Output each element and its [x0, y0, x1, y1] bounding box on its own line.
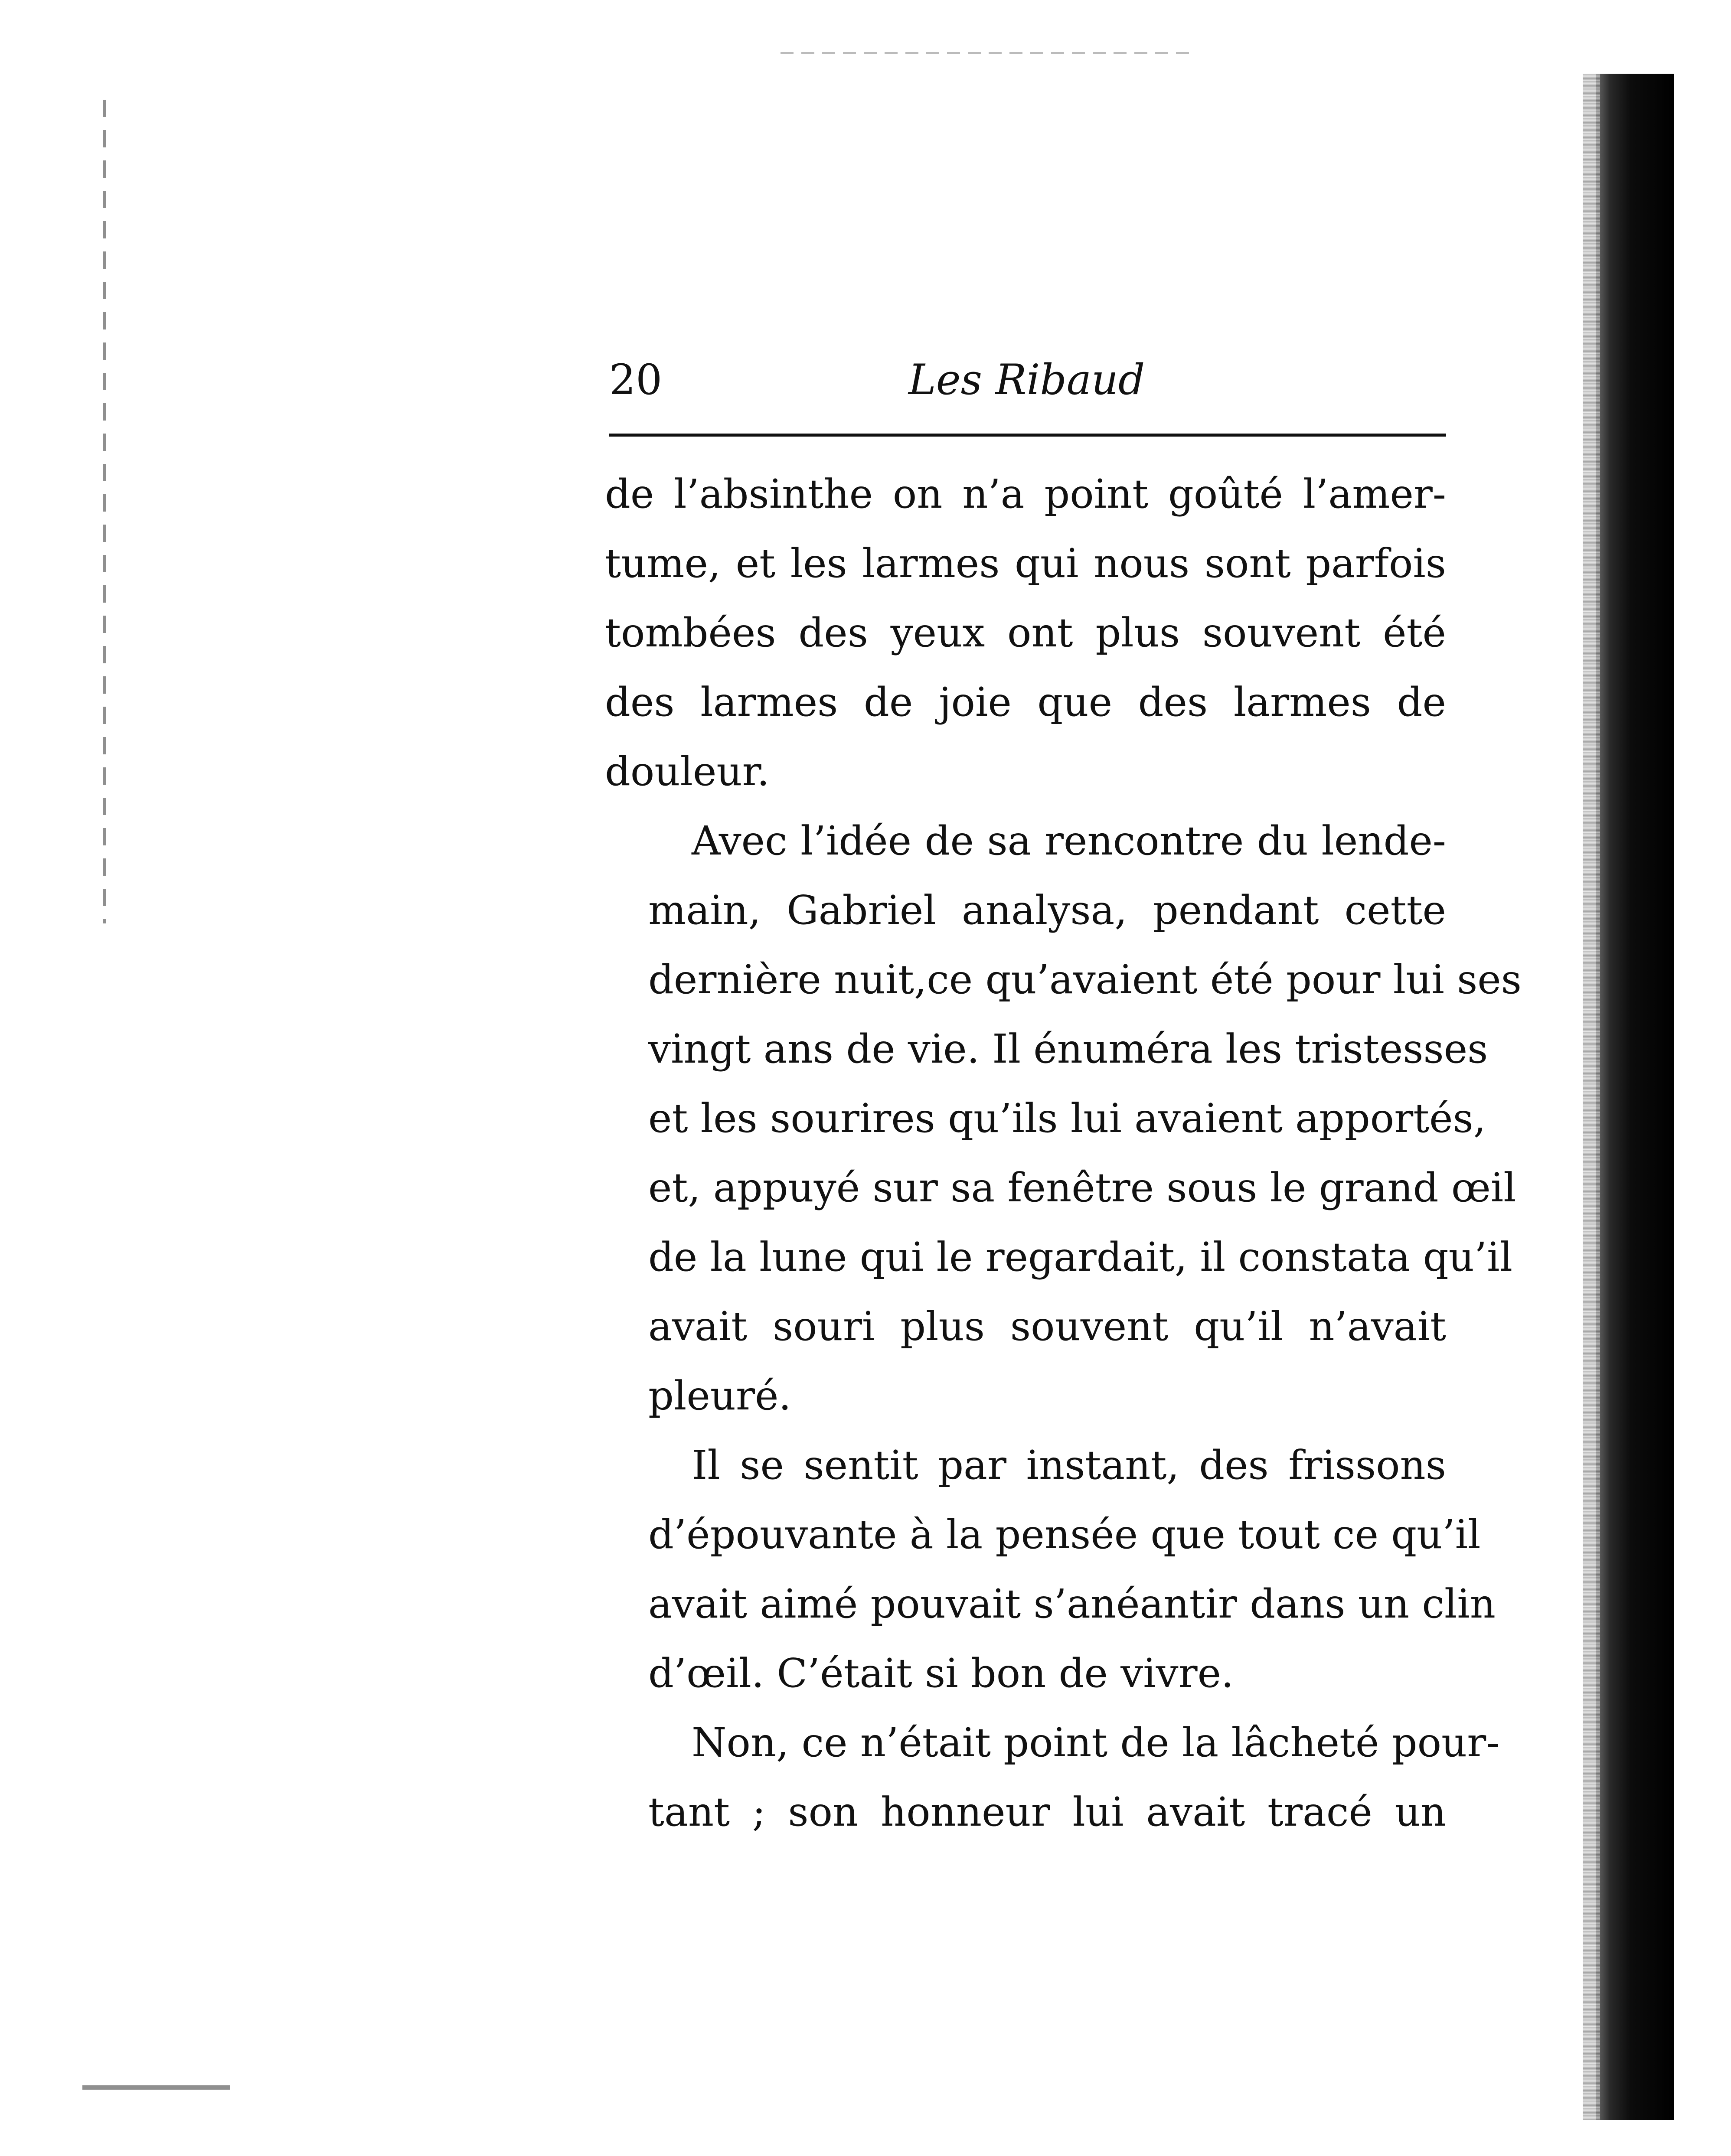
text-line: Il se sentit par instant, des frissons [692, 1442, 1446, 1488]
running-title: Les Ribaud [908, 356, 1145, 404]
text-line: d’œil. C’était si bon de vivre. [648, 1650, 1234, 1696]
text-line: de l’absinthe on n’a point goûté l’amer- [605, 471, 1446, 517]
text-line: main, Gabriel analysa, pendant cette [648, 887, 1446, 933]
text-line: des larmes de joie que des larmes de [605, 679, 1446, 725]
header-rule [609, 434, 1446, 437]
text-line: tombées des yeux ont plus souvent été [605, 610, 1446, 656]
text-line: et les sourires qu’ils lui avaient apportés, [648, 1095, 1486, 1142]
scan-artifact-top [781, 52, 1192, 54]
page-number: 20 [609, 356, 663, 404]
text-line: pleuré. [648, 1373, 791, 1419]
paragraph [605, 806, 1522, 1431]
scanner-edge-shadow [1596, 74, 1674, 2120]
body-text [605, 460, 1522, 1847]
text-line: avait souri plus souvent qu’il n’avait [648, 1303, 1446, 1350]
text-line: tume, et les larmes qui nous sont parfois [605, 540, 1446, 587]
text-line: d’épouvante à la pensée que tout ce qu’il [648, 1511, 1481, 1558]
text-line: de la lune qui le regardait, il constata qu’il [648, 1234, 1513, 1280]
text-line: avait aimé pouvait s’anéantir dans un clin [648, 1581, 1496, 1627]
paragraph [605, 460, 1446, 806]
text-line: Avec l’idée de sa rencontre du lende- [692, 818, 1446, 864]
paragraph [605, 1708, 1500, 1847]
text-line: vingt ans de vie. Il énuméra les tristesses [648, 1026, 1488, 1072]
running-header [609, 347, 1446, 408]
scan-artifact-bottom [82, 2085, 230, 2090]
text-line: douleur. [605, 748, 770, 795]
text-line: et, appuyé sur sa fenêtre sous le grand œil [648, 1164, 1516, 1211]
text-line: tant ; son honneur lui avait tracé un [648, 1789, 1446, 1835]
binding-edge-marks [103, 100, 106, 923]
text-line: dernière nuit,ce qu’avaient été pour lui ses [648, 956, 1522, 1003]
text-line: Non, ce n’était point de la lâcheté pour- [692, 1719, 1500, 1766]
paragraph [605, 1431, 1496, 1708]
